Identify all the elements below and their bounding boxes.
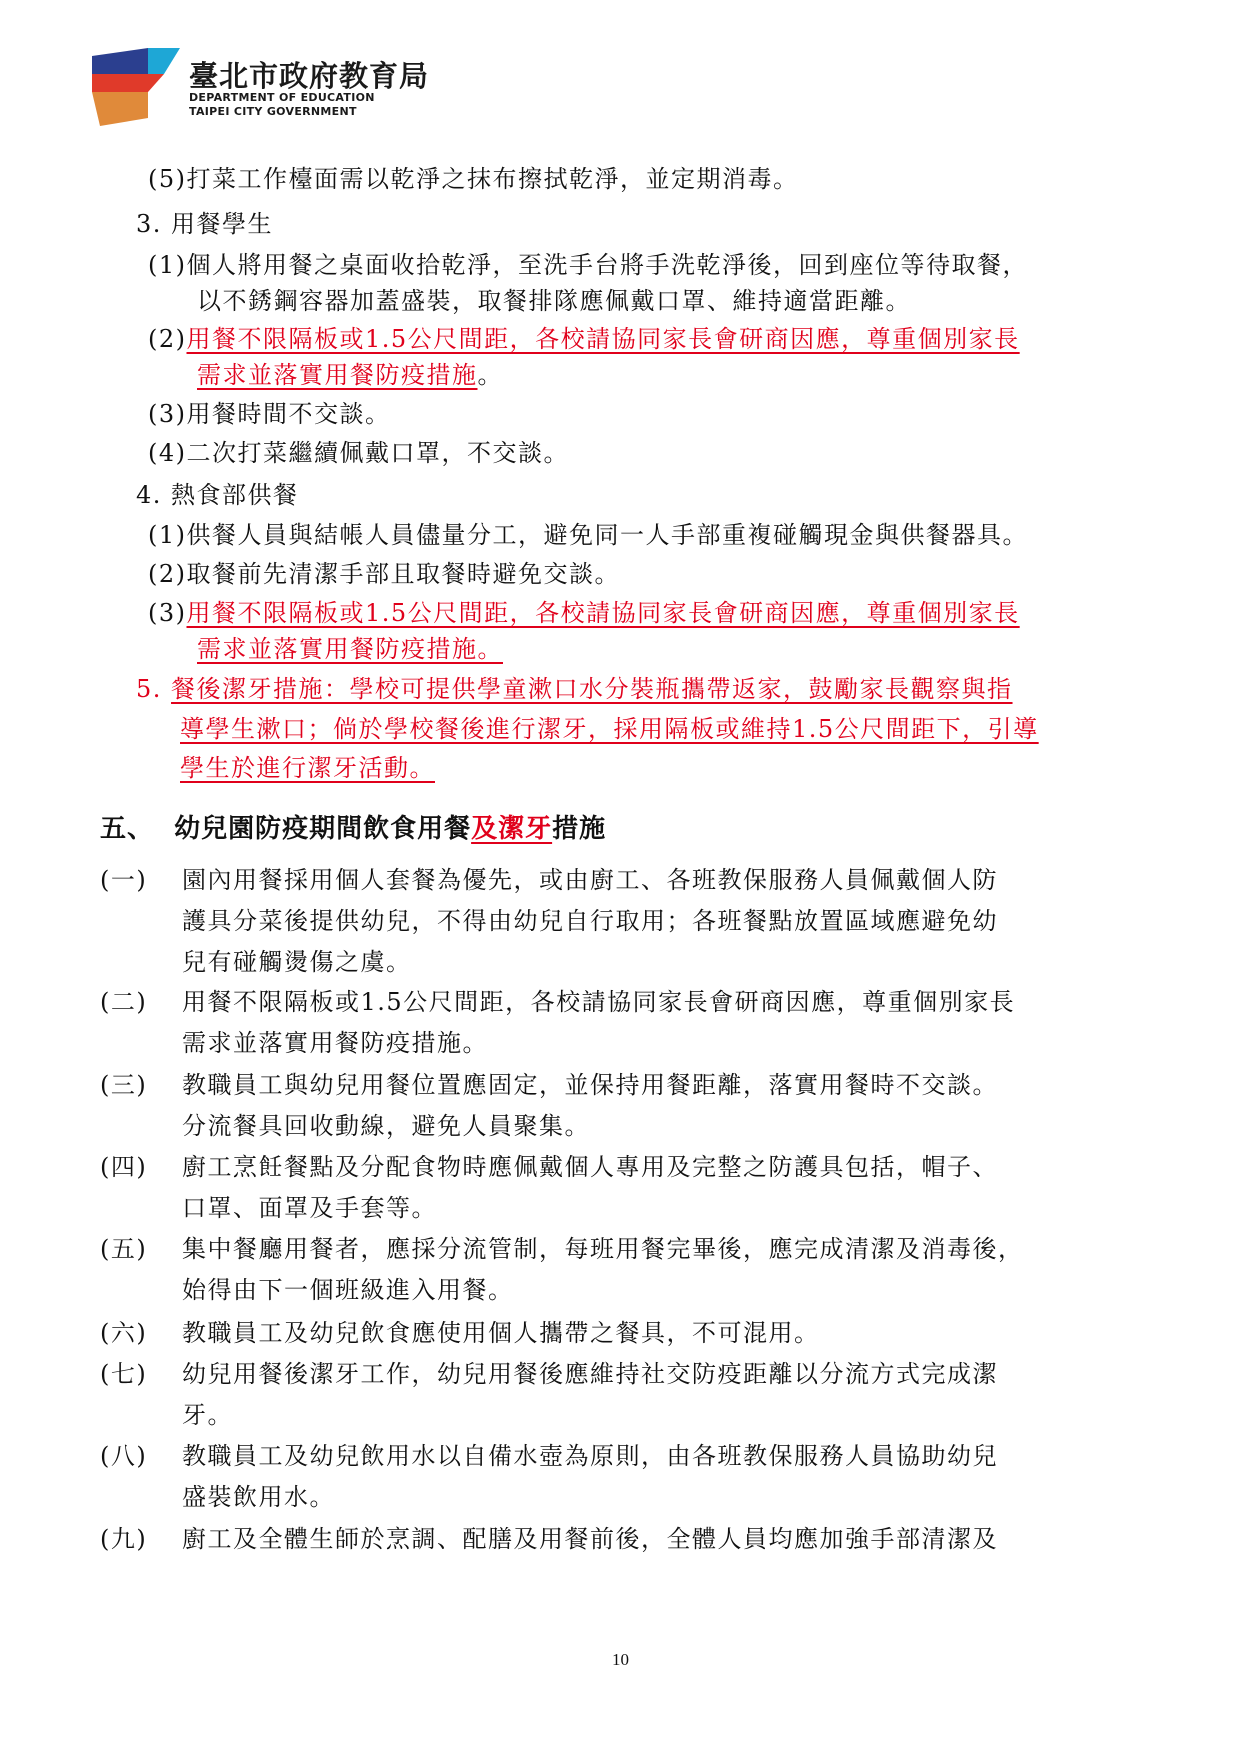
item-label: (七) bbox=[100, 1360, 148, 1388]
section-number: 五、 bbox=[100, 814, 155, 844]
item-label: (六) bbox=[100, 1319, 148, 1347]
text-line: 4. 熱食部供餐 bbox=[136, 481, 299, 509]
item-text-line: 廚工及全體生師於烹調、配膳及用餐前後，全體人員均應加強手部清潔及 bbox=[182, 1525, 998, 1553]
item-label: (二) bbox=[100, 988, 148, 1016]
item-label: (九) bbox=[100, 1525, 148, 1553]
item-text-line: 集中餐廳用餐者，應採分流管制，每班用餐完畢後，應完成清潔及消毒後， bbox=[182, 1235, 1024, 1263]
section-title-highlight: 及潔牙 bbox=[471, 814, 553, 844]
item-text-line: 兒有碰觸燙傷之虞。 bbox=[182, 948, 412, 976]
item-text-line: 牙。 bbox=[182, 1401, 233, 1429]
item-text-line: 教職員工及幼兒飲用水以自備水壺為原則，由各班教保服務人員協助幼兒 bbox=[182, 1442, 998, 1470]
item-label: (五) bbox=[100, 1235, 148, 1263]
text-line-red bbox=[148, 596, 1020, 630]
item-label: (四) bbox=[100, 1153, 148, 1181]
text-line: (4)二次打菜繼續佩戴口罩，不交談。 bbox=[148, 439, 569, 467]
text-line-red bbox=[136, 672, 1013, 706]
text-line: (5)打菜工作檯面需以乾淨之抹布擦拭乾淨，並定期消毒。 bbox=[148, 165, 799, 193]
item-text-line: 教職員工與幼兒用餐位置應固定，並保持用餐距離，落實用餐時不交談。 bbox=[182, 1071, 998, 1099]
highlighted-text: 餐後潔牙措施：學校可提供學童漱口水分裝瓶攜帶返家，鼓勵家長觀察與指 bbox=[171, 675, 1013, 703]
section-title-part: 措施 bbox=[552, 814, 607, 844]
item-text-line: 盛裝飲用水。 bbox=[182, 1483, 335, 1511]
text-line-red bbox=[148, 322, 1020, 356]
item-prefix: (3) bbox=[148, 599, 187, 627]
item-text-line: 分流餐具回收動線，避免人員聚集。 bbox=[182, 1112, 590, 1140]
text-line: (1)供餐人員與結帳人員儘量分工，避免同一人手部重複碰觸現金與供餐器具。 bbox=[148, 521, 1028, 549]
text-line: (3)用餐時間不交談。 bbox=[148, 400, 391, 428]
item-label: (八) bbox=[100, 1442, 148, 1470]
page-number: 10 bbox=[612, 1650, 629, 1669]
line-suffix: 。 bbox=[477, 361, 503, 389]
item-text-line: 廚工烹飪餐點及分配食物時應佩戴個人專用及完整之防護具包括，帽子、 bbox=[182, 1153, 998, 1181]
text-line-red bbox=[197, 632, 503, 666]
text-line: (2)取餐前先清潔手部且取餐時避免交談。 bbox=[148, 560, 620, 588]
text-line: 以不銹鋼容器加蓋盛裝，取餐排隊應佩戴口罩、維持適當距離。 bbox=[197, 287, 911, 315]
section-heading bbox=[100, 808, 606, 845]
section-title bbox=[174, 814, 606, 844]
text-line-red bbox=[197, 358, 503, 392]
item-text-line: 始得由下一個班級進入用餐。 bbox=[182, 1276, 514, 1304]
item-text-line: 教職員工及幼兒飲食應使用個人攜帶之餐具，不可混用。 bbox=[182, 1319, 820, 1347]
org-name-en-line1: DEPARTMENT OF EDUCATION bbox=[189, 91, 375, 104]
item-prefix: (2) bbox=[148, 325, 187, 353]
item-prefix: 5. bbox=[136, 675, 172, 703]
org-name-zh: 臺北市政府教育局 bbox=[189, 59, 430, 93]
text-line: (1)個人將用餐之桌面收拾乾淨，至洗手台將手洗乾淨後，回到座位等待取餐， bbox=[148, 251, 1028, 279]
item-label: (三) bbox=[100, 1071, 148, 1099]
text-line-red bbox=[180, 751, 435, 785]
item-text-line: 護具分菜後提供幼兒，不得由幼兒自行取用；各班餐點放置區域應避免幼 bbox=[182, 907, 998, 935]
education-bureau-logo-icon bbox=[92, 48, 182, 128]
item-text-line: 幼兒用餐後潔牙工作，幼兒用餐後應維持社交防疫距離以分流方式完成潔 bbox=[182, 1360, 998, 1388]
item-label: (一) bbox=[100, 866, 148, 894]
org-name-en-line2: TAIPEI CITY GOVERNMENT bbox=[189, 105, 357, 118]
highlighted-text: 需求並落實用餐防疫措施。 bbox=[197, 635, 503, 663]
highlighted-text: 用餐不限隔板或1.5公尺間距，各校請協同家長會研商因應，尊重個別家長 bbox=[186, 599, 1020, 627]
highlighted-text: 學生於進行潔牙活動。 bbox=[180, 754, 435, 782]
highlighted-text: 用餐不限隔板或1.5公尺間距，各校請協同家長會研商因應，尊重個別家長 bbox=[186, 325, 1020, 353]
header-logo bbox=[92, 48, 512, 138]
item-text-line: 需求並落實用餐防疫措施。 bbox=[182, 1029, 488, 1057]
highlighted-text: 需求並落實用餐防疫措施 bbox=[197, 361, 478, 389]
item-text-line: 園內用餐採用個人套餐為優先，或由廚工、各班教保服務人員佩戴個人防 bbox=[182, 866, 998, 894]
text-line-red bbox=[180, 712, 1039, 746]
item-text-line: 用餐不限隔板或1.5公尺間距，各校請協同家長會研商因應，尊重個別家長 bbox=[182, 988, 1016, 1016]
item-text-line: 口罩、面罩及手套等。 bbox=[182, 1194, 437, 1222]
text-line: 3. 用餐學生 bbox=[136, 210, 274, 238]
section-title-part: 幼兒園防疫期間飲食用餐 bbox=[174, 814, 472, 844]
highlighted-text: 導學生漱口；倘於學校餐後進行潔牙，採用隔板或維持1.5公尺間距下，引導 bbox=[180, 715, 1039, 743]
